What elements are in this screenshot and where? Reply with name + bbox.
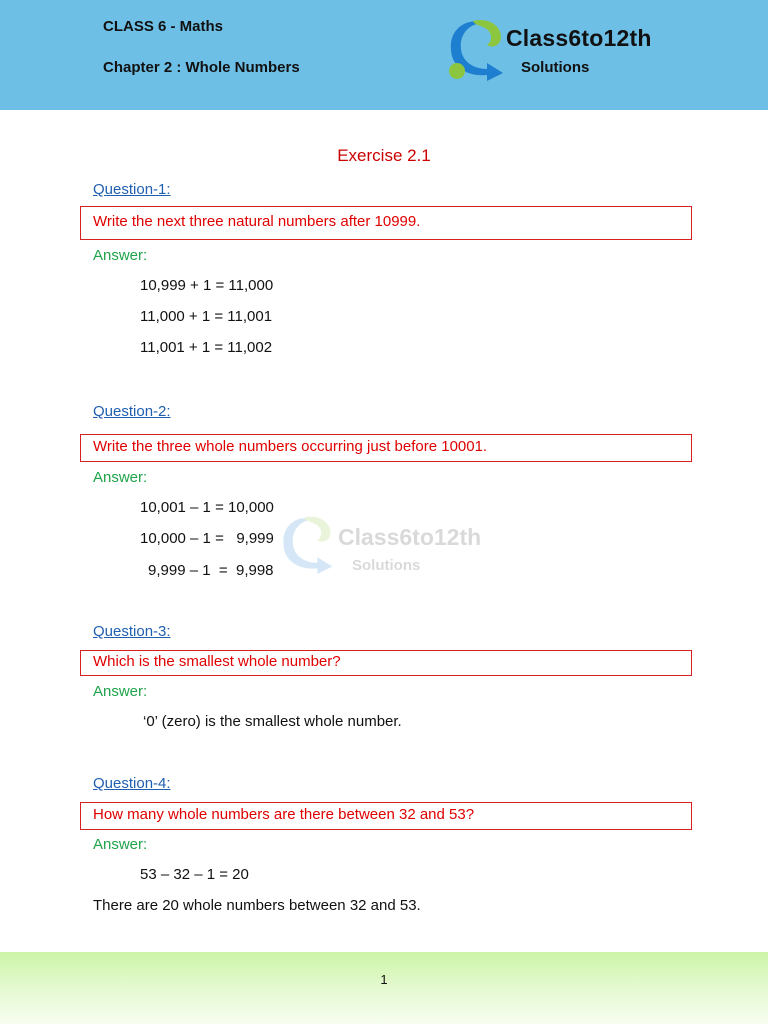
answer-1-line-1: 10,999 + 1 = 11,000 <box>140 277 274 294</box>
answer-2-line-1: 10,001 – 1 = 10,000 <box>140 499 274 516</box>
answer-2-label: Answer: <box>93 469 148 486</box>
watermark <box>276 512 486 582</box>
answer-4-label: Answer: <box>93 836 148 853</box>
answer-3-line-1: ‘0’ (zero) is the smallest whole number. <box>143 713 402 730</box>
answer-1-line-3: 11,001 + 1 = 11,002 <box>140 339 273 356</box>
brand-logo-icon <box>443 15 509 81</box>
question-2-label: Question-2: <box>93 403 171 420</box>
answer-3-label: Answer: <box>93 683 148 700</box>
watermark-subtitle: Solutions <box>352 557 421 574</box>
brand-logo-name: Class6to12th <box>506 25 652 51</box>
question-4-text: How many whole numbers are there between 32 and 53? <box>80 802 692 830</box>
question-1-text: Write the next three natural numbers after 10999. <box>80 206 692 240</box>
answer-1-line-2: 11,000 + 1 = 11,001 <box>140 308 273 325</box>
watermark-name: Class6to12th <box>338 524 482 550</box>
answer-2-line-3: 9,999 – 1 = 9,998 <box>148 562 274 579</box>
answer-4-line-1: 53 – 32 – 1 = 20 <box>140 866 249 883</box>
exercise-title: Exercise 2.1 <box>337 146 431 165</box>
answer-1-label: Answer: <box>93 247 148 264</box>
brand-logo-subtitle: Solutions <box>521 59 590 76</box>
page-header <box>0 0 768 110</box>
page-footer <box>0 952 768 1024</box>
class-label: CLASS 6 - Maths <box>103 18 224 35</box>
chapter-label: Chapter 2 : Whole Numbers <box>103 59 300 76</box>
question-2-text: Write the three whole numbers occurring just before 10001. <box>80 434 692 462</box>
answer-4-line-2: There are 20 whole numbers between 32 and 53. <box>93 897 421 914</box>
question-4-label: Question-4: <box>93 775 171 792</box>
question-3-text: Which is the smallest whole number? <box>80 650 692 676</box>
answer-2-line-2: 10,000 – 1 = 9,999 <box>140 530 274 547</box>
question-3-label: Question-3: <box>93 623 171 640</box>
page-number: 1 <box>380 972 388 987</box>
watermark-logo-icon <box>276 512 338 574</box>
brand-logo <box>443 15 663 81</box>
question-1-label: Question-1: <box>93 181 171 198</box>
